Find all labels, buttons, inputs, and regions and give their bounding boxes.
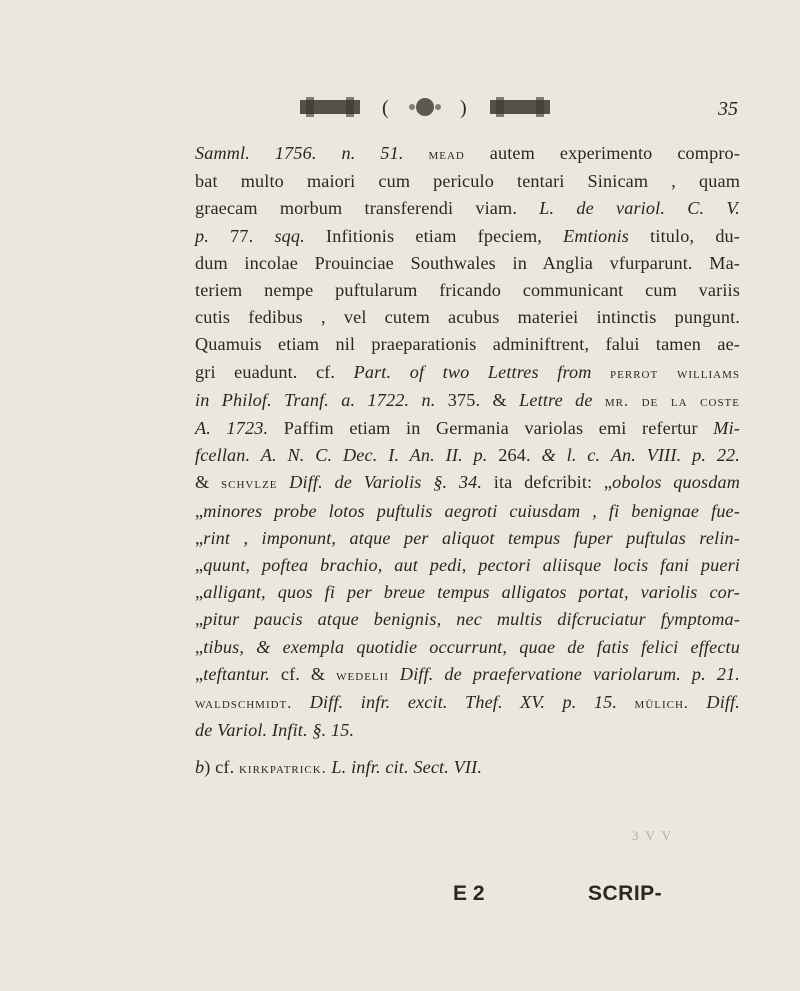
text-line: A. 1723. Paffim etiam in Germania variolas emi refertur Mi- <box>195 418 740 439</box>
catchword: SCRIP- <box>588 882 663 905</box>
svg-text:(: ( <box>382 97 389 119</box>
signature-mark: E 2 <box>453 882 485 905</box>
text-line: cutis fedibus , vel cutem acubus materiei intinctis pungunt. <box>195 307 740 328</box>
text-line: „pitur paucis atque benignis, nec multis difcruciatur fymptoma- <box>195 609 740 630</box>
text-line: „teftantur. cf. & wedelii Diff. de praefervatione variolarum. p. 21. <box>195 663 740 684</box>
text-line: Samml. 1756. n. 51. mead autem experimento compro- <box>195 143 740 163</box>
text-line: graecam morbum transferendi viam. L. de variol. C. V. <box>195 198 740 219</box>
text-line: waldschmidt. Diff. infr. excit. Thef. XV. p. 15. mülich. Diff. <box>195 692 740 713</box>
page-footer <box>0 882 800 922</box>
main-text <box>195 140 740 783</box>
text-line: fcellan. A. N. C. Dec. I. An. II. p. 264. & l. c. An. VIII. p. 22. <box>195 445 741 466</box>
text-line: „alligant, quos fi per breue tempus alligatos portat, variolis cor- <box>195 582 740 603</box>
text-line: gri euadunt. cf. Part. of two Lettres from perrot williams <box>195 361 740 382</box>
text-line: teriem nempe puftularum fricando communicant cum variis <box>195 280 740 301</box>
text-line: „quunt, poftea brachio, aut pedi, pectori aliisque locis fani pueri <box>195 555 740 576</box>
text-line: bat multo maiori cum periculo tentari Sinicam , quam <box>195 171 740 192</box>
text-line: dum incolae Prouinciae Southwales in Anglia vfurparunt. Ma- <box>195 252 740 273</box>
text-line: Quamuis etiam nil praeparationis adminiftrent, falui tamen ae- <box>195 334 740 355</box>
text-line: „minores probe lotos puftulis aegroti cuiusdam , fi benignae fue- <box>195 500 740 521</box>
page-number: 35 <box>718 98 738 120</box>
printer-ornament-icon <box>300 94 550 120</box>
text-line: & schvlze Diff. de Variolis §. 34. ita defcribit: „obolos quosdam <box>195 472 740 493</box>
page-header <box>0 92 800 132</box>
text-line: „rint , imponunt, atque per aliquot tempus fuper puftulas relin- <box>195 527 740 548</box>
text-line: „tibus, & exempla quotidie occurrunt, quae de fatis felici effectu <box>195 636 740 657</box>
text-line: de Variol. Infit. §. 15. <box>195 720 355 741</box>
stray-print-marks: 3 V V <box>632 828 674 843</box>
text-line: in Philof. Tranf. a. 1722. n. 375. & Lettre de mr. de la coste <box>195 389 740 410</box>
text-line: p. 77. sqq. Infitionis etiam fpeciem, Emtionis titulo, du- <box>195 225 741 246</box>
footnote: b) cf. kirkpatrick. L. infr. cit. Sect. VII. <box>195 757 483 778</box>
svg-text:): ) <box>460 97 467 119</box>
